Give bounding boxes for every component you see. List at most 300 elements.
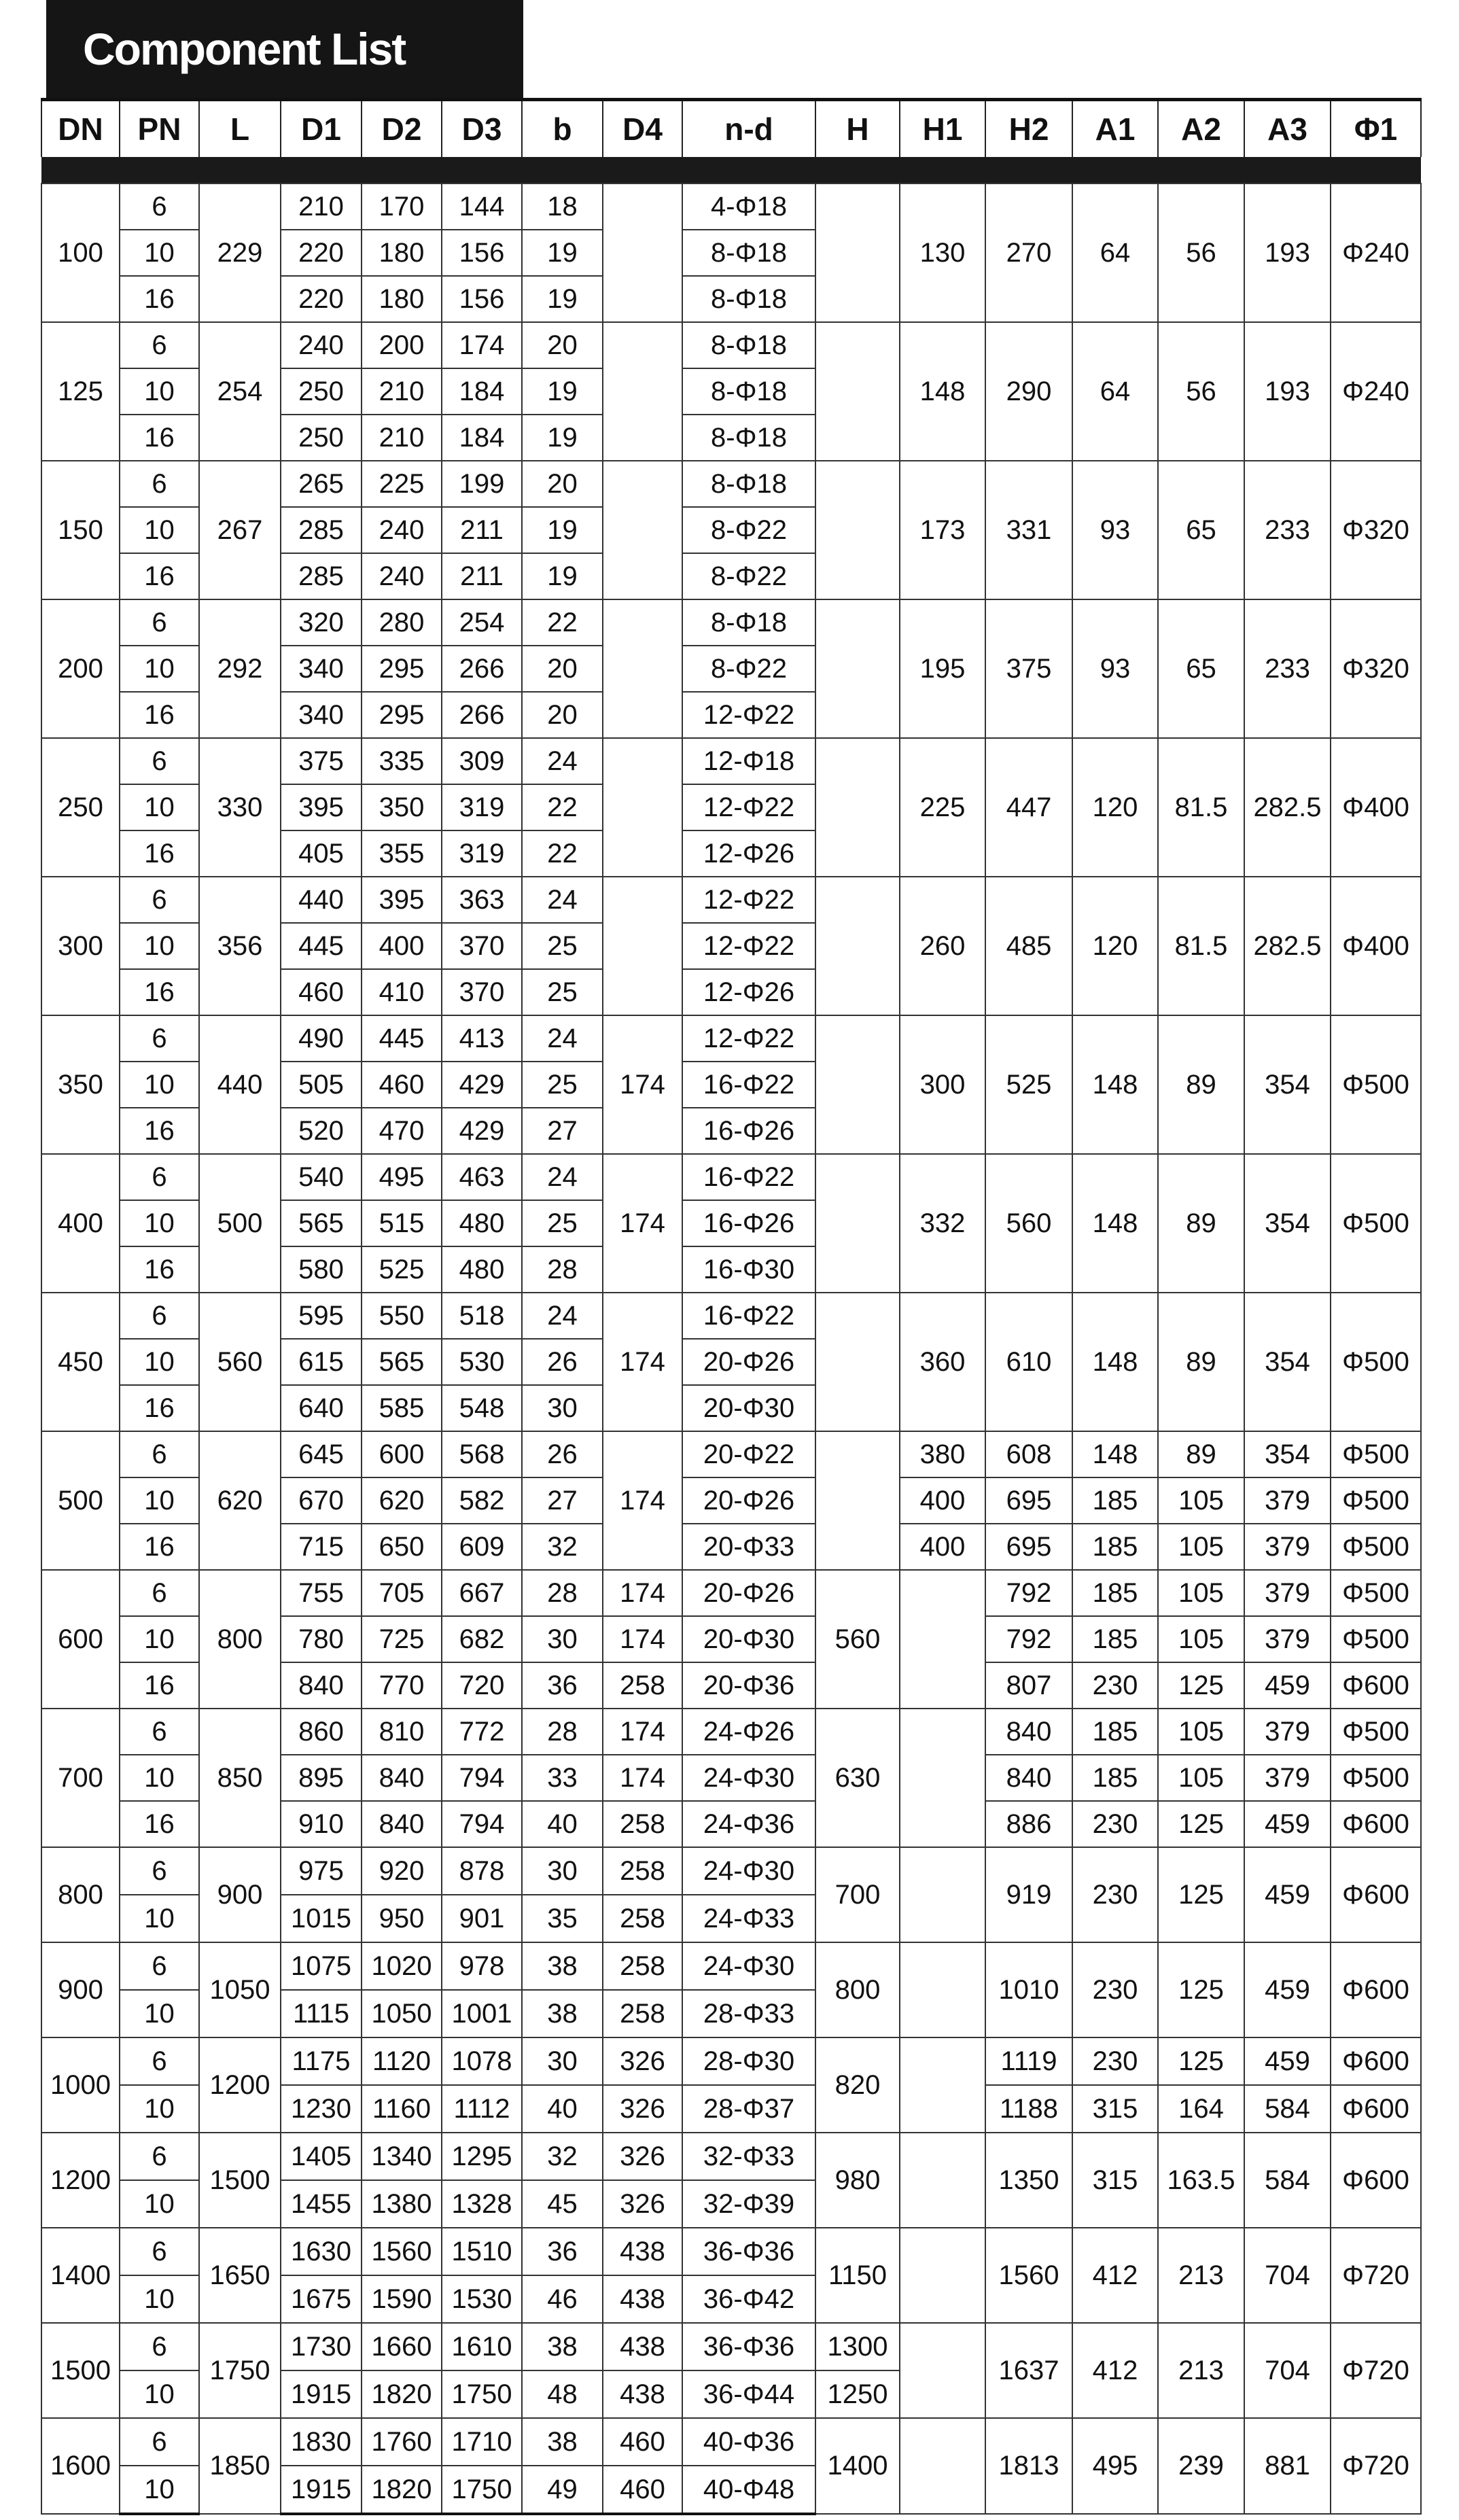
cell-h: 1300 xyxy=(815,2323,900,2370)
cell-d1: 505 xyxy=(281,1062,362,1108)
cell-d2: 180 xyxy=(362,230,442,276)
cell-a3: 233 xyxy=(1244,461,1331,599)
cell-b: 30 xyxy=(522,1847,603,1895)
cell-d4: 258 xyxy=(603,1942,682,1990)
cell-pn: 10 xyxy=(120,1200,199,1246)
cell-h1 xyxy=(900,1709,985,1847)
cell-pn: 16 xyxy=(120,1524,199,1570)
cell-d1: 595 xyxy=(281,1293,362,1339)
cell-p1: Φ240 xyxy=(1331,322,1421,461)
cell-l: 292 xyxy=(199,599,281,738)
header-row xyxy=(41,100,1421,158)
table-row xyxy=(41,1015,1421,1062)
cell-h1: 173 xyxy=(900,461,985,599)
cell-b: 19 xyxy=(522,368,603,415)
cell-a1: 185 xyxy=(1072,1616,1158,1662)
cell-d2: 240 xyxy=(362,507,442,553)
column-header: D4 xyxy=(603,100,682,158)
cell-d3: 480 xyxy=(442,1246,522,1293)
cell-h1: 300 xyxy=(900,1015,985,1154)
cell-d2: 1120 xyxy=(362,2037,442,2085)
cell-d3: 144 xyxy=(442,183,522,230)
cell-pn: 10 xyxy=(120,230,199,276)
cell-pn: 10 xyxy=(120,2085,199,2133)
cell-d4: 258 xyxy=(603,1801,682,1847)
cell-nd: 12-Φ26 xyxy=(682,969,815,1015)
cell-a1: 148 xyxy=(1072,1431,1158,1477)
cell-d2: 565 xyxy=(362,1339,442,1385)
cell-p1: Φ600 xyxy=(1331,1942,1421,2037)
cell-d2: 1160 xyxy=(362,2085,442,2133)
cell-a2: 105 xyxy=(1158,1616,1244,1662)
cell-d1: 220 xyxy=(281,230,362,276)
cell-d3: 609 xyxy=(442,1524,522,1570)
cell-h2: 695 xyxy=(985,1524,1072,1570)
cell-d1: 240 xyxy=(281,322,362,368)
cell-d2: 495 xyxy=(362,1154,442,1200)
cell-d1: 910 xyxy=(281,1801,362,1847)
cell-b: 48 xyxy=(522,2370,603,2418)
cell-p1: Φ500 xyxy=(1331,1154,1421,1293)
cell-d2: 1590 xyxy=(362,2275,442,2323)
cell-d1: 840 xyxy=(281,1662,362,1709)
cell-l: 267 xyxy=(199,461,281,599)
cell-b: 19 xyxy=(522,415,603,461)
cell-d1: 1915 xyxy=(281,2370,362,2418)
cell-d4: 438 xyxy=(603,2370,682,2418)
cell-d3: 901 xyxy=(442,1895,522,1942)
cell-a2: 105 xyxy=(1158,1570,1244,1616)
cell-l: 330 xyxy=(199,738,281,877)
cell-pn: 6 xyxy=(120,2323,199,2370)
cell-nd: 16-Φ26 xyxy=(682,1108,815,1154)
cell-l: 500 xyxy=(199,1154,281,1293)
cell-dn: 350 xyxy=(41,1015,120,1154)
cell-a3: 282.5 xyxy=(1244,877,1331,1015)
cell-nd: 8-Φ18 xyxy=(682,276,815,322)
cell-d1: 490 xyxy=(281,1015,362,1062)
column-header: H1 xyxy=(900,100,985,158)
cell-pn: 6 xyxy=(120,1709,199,1755)
cell-h1: 195 xyxy=(900,599,985,738)
cell-a1: 315 xyxy=(1072,2133,1158,2228)
cell-p1: Φ720 xyxy=(1331,2323,1421,2418)
cell-nd: 8-Φ22 xyxy=(682,507,815,553)
cell-nd: 20-Φ33 xyxy=(682,1524,815,1570)
cell-d3: 1112 xyxy=(442,2085,522,2133)
cell-d4: 174 xyxy=(603,1015,682,1154)
cell-p1: Φ500 xyxy=(1331,1524,1421,1570)
cell-nd: 24-Φ30 xyxy=(682,1755,815,1801)
cell-a3: 459 xyxy=(1244,1942,1331,2037)
cell-h2: 807 xyxy=(985,1662,1072,1709)
cell-pn: 10 xyxy=(120,923,199,969)
cell-pn: 10 xyxy=(120,1990,199,2037)
cell-nd: 8-Φ22 xyxy=(682,646,815,692)
cell-a2: 125 xyxy=(1158,1801,1244,1847)
cell-nd: 28-Φ30 xyxy=(682,2037,815,2085)
cell-d1: 340 xyxy=(281,692,362,738)
cell-a2: 239 xyxy=(1158,2418,1244,2514)
cell-dn: 125 xyxy=(41,322,120,461)
cell-h xyxy=(815,1154,900,1293)
cell-pn: 6 xyxy=(120,877,199,923)
cell-b: 36 xyxy=(522,1662,603,1709)
cell-pn: 6 xyxy=(120,1942,199,1990)
cell-a1: 230 xyxy=(1072,1662,1158,1709)
cell-d3: 978 xyxy=(442,1942,522,1990)
cell-a1: 230 xyxy=(1072,1801,1158,1847)
cell-p1: Φ500 xyxy=(1331,1709,1421,1755)
cell-h2: 1010 xyxy=(985,1942,1072,2037)
cell-nd: 24-Φ26 xyxy=(682,1709,815,1755)
cell-dn: 200 xyxy=(41,599,120,738)
cell-pn: 6 xyxy=(120,183,199,230)
cell-h2: 840 xyxy=(985,1755,1072,1801)
cell-d4 xyxy=(603,738,682,877)
cell-nd: 36-Φ42 xyxy=(682,2275,815,2323)
cell-a2: 105 xyxy=(1158,1709,1244,1755)
cell-h1: 400 xyxy=(900,1524,985,1570)
cell-nd: 12-Φ22 xyxy=(682,692,815,738)
cell-a1: 93 xyxy=(1072,461,1158,599)
cell-pn: 16 xyxy=(120,830,199,877)
cell-b: 20 xyxy=(522,692,603,738)
cell-l: 900 xyxy=(199,1847,281,1942)
cell-nd: 20-Φ36 xyxy=(682,1662,815,1709)
cell-h2: 1350 xyxy=(985,2133,1072,2228)
cell-p1: Φ500 xyxy=(1331,1616,1421,1662)
cell-p1: Φ400 xyxy=(1331,877,1421,1015)
cell-d1: 340 xyxy=(281,646,362,692)
cell-d4: 174 xyxy=(603,1431,682,1570)
cell-h xyxy=(815,1015,900,1154)
cell-h: 700 xyxy=(815,1847,900,1942)
cell-pn: 6 xyxy=(120,1154,199,1200)
cell-d2: 950 xyxy=(362,1895,442,1942)
cell-b: 19 xyxy=(522,553,603,599)
cell-d1: 1175 xyxy=(281,2037,362,2085)
cell-d2: 460 xyxy=(362,1062,442,1108)
cell-p1: Φ500 xyxy=(1331,1477,1421,1524)
cell-b: 25 xyxy=(522,1062,603,1108)
cell-a3: 459 xyxy=(1244,2037,1331,2085)
cell-d3: 568 xyxy=(442,1431,522,1477)
cell-d4: 326 xyxy=(603,2037,682,2085)
cell-b: 32 xyxy=(522,1524,603,1570)
cell-nd: 20-Φ30 xyxy=(682,1385,815,1431)
cell-p1: Φ600 xyxy=(1331,2085,1421,2133)
cell-d3: 199 xyxy=(442,461,522,507)
cell-d2: 1760 xyxy=(362,2418,442,2466)
cell-b: 32 xyxy=(522,2133,603,2180)
cell-pn: 6 xyxy=(120,322,199,368)
cell-d1: 220 xyxy=(281,276,362,322)
cell-d2: 1820 xyxy=(362,2370,442,2418)
cell-nd: 40-Φ36 xyxy=(682,2418,815,2466)
cell-d2: 705 xyxy=(362,1570,442,1616)
cell-d1: 1230 xyxy=(281,2085,362,2133)
cell-d2: 650 xyxy=(362,1524,442,1570)
cell-d3: 184 xyxy=(442,368,522,415)
table-row xyxy=(41,1570,1421,1616)
cell-d2: 295 xyxy=(362,692,442,738)
cell-d1: 1675 xyxy=(281,2275,362,2323)
cell-pn: 6 xyxy=(120,461,199,507)
cell-p1: Φ320 xyxy=(1331,599,1421,738)
cell-h2: 375 xyxy=(985,599,1072,738)
cell-pn: 6 xyxy=(120,1293,199,1339)
cell-d4: 438 xyxy=(603,2323,682,2370)
cell-d3: 174 xyxy=(442,322,522,368)
cell-dn: 150 xyxy=(41,461,120,599)
cell-a3: 459 xyxy=(1244,1662,1331,1709)
cell-d2: 225 xyxy=(362,461,442,507)
cell-b: 28 xyxy=(522,1570,603,1616)
cell-d2: 920 xyxy=(362,1847,442,1895)
cell-a2: 89 xyxy=(1158,1431,1244,1477)
cell-nd: 32-Φ33 xyxy=(682,2133,815,2180)
cell-d2: 410 xyxy=(362,969,442,1015)
cell-d3: 463 xyxy=(442,1154,522,1200)
cell-dn: 100 xyxy=(41,183,120,322)
cell-l: 560 xyxy=(199,1293,281,1431)
cell-nd: 24-Φ30 xyxy=(682,1847,815,1895)
cell-a1: 230 xyxy=(1072,2037,1158,2085)
table-row xyxy=(41,2323,1421,2370)
cell-h xyxy=(815,322,900,461)
cell-l: 440 xyxy=(199,1015,281,1154)
cell-d3: 319 xyxy=(442,830,522,877)
cell-dn: 250 xyxy=(41,738,120,877)
cell-pn: 10 xyxy=(120,1755,199,1801)
cell-a2: 125 xyxy=(1158,2037,1244,2085)
cell-a3: 379 xyxy=(1244,1570,1331,1616)
cell-a2: 81.5 xyxy=(1158,877,1244,1015)
cell-d3: 530 xyxy=(442,1339,522,1385)
cell-h1 xyxy=(900,2037,985,2133)
cell-dn: 900 xyxy=(41,1942,120,2037)
cell-h1: 380 xyxy=(900,1431,985,1477)
cell-nd: 8-Φ22 xyxy=(682,553,815,599)
cell-nd: 28-Φ33 xyxy=(682,1990,815,2037)
cell-d3: 156 xyxy=(442,276,522,322)
cell-d3: 682 xyxy=(442,1616,522,1662)
cell-dn: 300 xyxy=(41,877,120,1015)
cell-h2: 525 xyxy=(985,1015,1072,1154)
cell-p1: Φ500 xyxy=(1331,1755,1421,1801)
table-row xyxy=(41,461,1421,507)
cell-h1 xyxy=(900,1570,985,1709)
table-row xyxy=(41,599,1421,646)
cell-d3: 156 xyxy=(442,230,522,276)
cell-h2: 792 xyxy=(985,1616,1072,1662)
cell-pn: 6 xyxy=(120,1847,199,1895)
cell-a1: 412 xyxy=(1072,2323,1158,2418)
cell-nd: 12-Φ26 xyxy=(682,830,815,877)
cell-dn: 1600 xyxy=(41,2418,120,2514)
cell-nd: 40-Φ48 xyxy=(682,2466,815,2514)
cell-d3: 1078 xyxy=(442,2037,522,2085)
cell-d1: 250 xyxy=(281,368,362,415)
cell-pn: 10 xyxy=(120,1062,199,1108)
cell-nd: 16-Φ22 xyxy=(682,1154,815,1200)
cell-nd: 8-Φ18 xyxy=(682,461,815,507)
cell-b: 36 xyxy=(522,2228,603,2275)
cell-nd: 36-Φ44 xyxy=(682,2370,815,2418)
cell-d3: 794 xyxy=(442,1755,522,1801)
cell-h: 1150 xyxy=(815,2228,900,2323)
cell-b: 35 xyxy=(522,1895,603,1942)
cell-a1: 64 xyxy=(1072,322,1158,461)
cell-h2: 608 xyxy=(985,1431,1072,1477)
cell-d2: 810 xyxy=(362,1709,442,1755)
cell-d4 xyxy=(603,877,682,1015)
cell-pn: 10 xyxy=(120,1477,199,1524)
column-header: D3 xyxy=(442,100,522,158)
cell-pn: 6 xyxy=(120,2418,199,2466)
cell-pn: 10 xyxy=(120,1895,199,1942)
cell-h: 1250 xyxy=(815,2370,900,2418)
cell-p1: Φ600 xyxy=(1331,1801,1421,1847)
cell-d2: 1660 xyxy=(362,2323,442,2370)
cell-b: 28 xyxy=(522,1246,603,1293)
cell-d2: 335 xyxy=(362,738,442,784)
cell-h: 980 xyxy=(815,2133,900,2228)
cell-l: 800 xyxy=(199,1570,281,1709)
cell-b: 19 xyxy=(522,230,603,276)
cell-a1: 148 xyxy=(1072,1154,1158,1293)
cell-h2: 331 xyxy=(985,461,1072,599)
column-header: D2 xyxy=(362,100,442,158)
cell-h2: 610 xyxy=(985,1293,1072,1431)
cell-d2: 770 xyxy=(362,1662,442,1709)
cell-b: 20 xyxy=(522,322,603,368)
table-row xyxy=(41,877,1421,923)
cell-d2: 1050 xyxy=(362,1990,442,2037)
cell-d2: 240 xyxy=(362,553,442,599)
cell-b: 25 xyxy=(522,1200,603,1246)
cell-a1: 120 xyxy=(1072,738,1158,877)
cell-d3: 1750 xyxy=(442,2370,522,2418)
cell-h: 630 xyxy=(815,1709,900,1847)
cell-dn: 1000 xyxy=(41,2037,120,2133)
cell-b: 46 xyxy=(522,2275,603,2323)
cell-d1: 780 xyxy=(281,1616,362,1662)
cell-d3: 370 xyxy=(442,969,522,1015)
component-table xyxy=(41,98,1422,2515)
cell-d3: 184 xyxy=(442,415,522,461)
cell-nd: 8-Φ18 xyxy=(682,368,815,415)
cell-dn: 450 xyxy=(41,1293,120,1431)
cell-a2: 213 xyxy=(1158,2228,1244,2323)
cell-pn: 10 xyxy=(120,507,199,553)
cell-d3: 266 xyxy=(442,692,522,738)
cell-d3: 667 xyxy=(442,1570,522,1616)
column-header: A2 xyxy=(1158,100,1244,158)
cell-b: 25 xyxy=(522,969,603,1015)
cell-h2: 695 xyxy=(985,1477,1072,1524)
table-row xyxy=(41,2133,1421,2180)
cell-h xyxy=(815,599,900,738)
column-header: A3 xyxy=(1244,100,1331,158)
cell-p1: Φ500 xyxy=(1331,1431,1421,1477)
cell-p1: Φ600 xyxy=(1331,1662,1421,1709)
cell-dn: 400 xyxy=(41,1154,120,1293)
cell-p1: Φ320 xyxy=(1331,461,1421,599)
cell-h xyxy=(815,738,900,877)
cell-a3: 354 xyxy=(1244,1431,1331,1477)
cell-h1 xyxy=(900,2133,985,2228)
cell-d4: 438 xyxy=(603,2275,682,2323)
cell-pn: 16 xyxy=(120,1246,199,1293)
cell-d1: 265 xyxy=(281,461,362,507)
cell-b: 30 xyxy=(522,1616,603,1662)
cell-d1: 1830 xyxy=(281,2418,362,2466)
cell-b: 49 xyxy=(522,2466,603,2514)
table-row xyxy=(41,183,1421,230)
cell-a3: 704 xyxy=(1244,2228,1331,2323)
cell-h2: 485 xyxy=(985,877,1072,1015)
cell-pn: 10 xyxy=(120,2275,199,2323)
cell-h1 xyxy=(900,2228,985,2323)
cell-h1 xyxy=(900,2323,985,2418)
cell-a2: 105 xyxy=(1158,1524,1244,1570)
cell-pn: 10 xyxy=(120,1616,199,1662)
cell-a1: 120 xyxy=(1072,877,1158,1015)
cell-p1: Φ240 xyxy=(1331,183,1421,322)
cell-a2: 105 xyxy=(1158,1477,1244,1524)
cell-pn: 16 xyxy=(120,1108,199,1154)
cell-nd: 12-Φ18 xyxy=(682,738,815,784)
cell-a2: 65 xyxy=(1158,461,1244,599)
table-row xyxy=(41,1942,1421,1990)
cell-d1: 1115 xyxy=(281,1990,362,2037)
cell-a1: 495 xyxy=(1072,2418,1158,2514)
cell-b: 30 xyxy=(522,2037,603,2085)
cell-d1: 975 xyxy=(281,1847,362,1895)
cell-b: 38 xyxy=(522,1990,603,2037)
cell-h2: 560 xyxy=(985,1154,1072,1293)
cell-nd: 20-Φ22 xyxy=(682,1431,815,1477)
cell-d1: 460 xyxy=(281,969,362,1015)
cell-pn: 6 xyxy=(120,1570,199,1616)
cell-a1: 230 xyxy=(1072,1847,1158,1942)
cell-l: 1750 xyxy=(199,2323,281,2418)
cell-d1: 615 xyxy=(281,1339,362,1385)
cell-a2: 65 xyxy=(1158,599,1244,738)
cell-h1: 130 xyxy=(900,183,985,322)
cell-pn: 6 xyxy=(120,599,199,646)
cell-a3: 354 xyxy=(1244,1293,1331,1431)
cell-b: 22 xyxy=(522,830,603,877)
cell-d1: 1630 xyxy=(281,2228,362,2275)
cell-p1: Φ500 xyxy=(1331,1570,1421,1616)
cell-d4: 460 xyxy=(603,2466,682,2514)
cell-l: 229 xyxy=(199,183,281,322)
cell-pn: 10 xyxy=(120,2466,199,2514)
cell-b: 38 xyxy=(522,2418,603,2466)
cell-a2: 105 xyxy=(1158,1755,1244,1801)
cell-d1: 580 xyxy=(281,1246,362,1293)
cell-d4: 174 xyxy=(603,1570,682,1616)
cell-d2: 550 xyxy=(362,1293,442,1339)
cell-a1: 230 xyxy=(1072,1942,1158,2037)
cell-d4 xyxy=(603,322,682,461)
cell-b: 27 xyxy=(522,1477,603,1524)
cell-d4: 174 xyxy=(603,1755,682,1801)
cell-d2: 840 xyxy=(362,1801,442,1847)
